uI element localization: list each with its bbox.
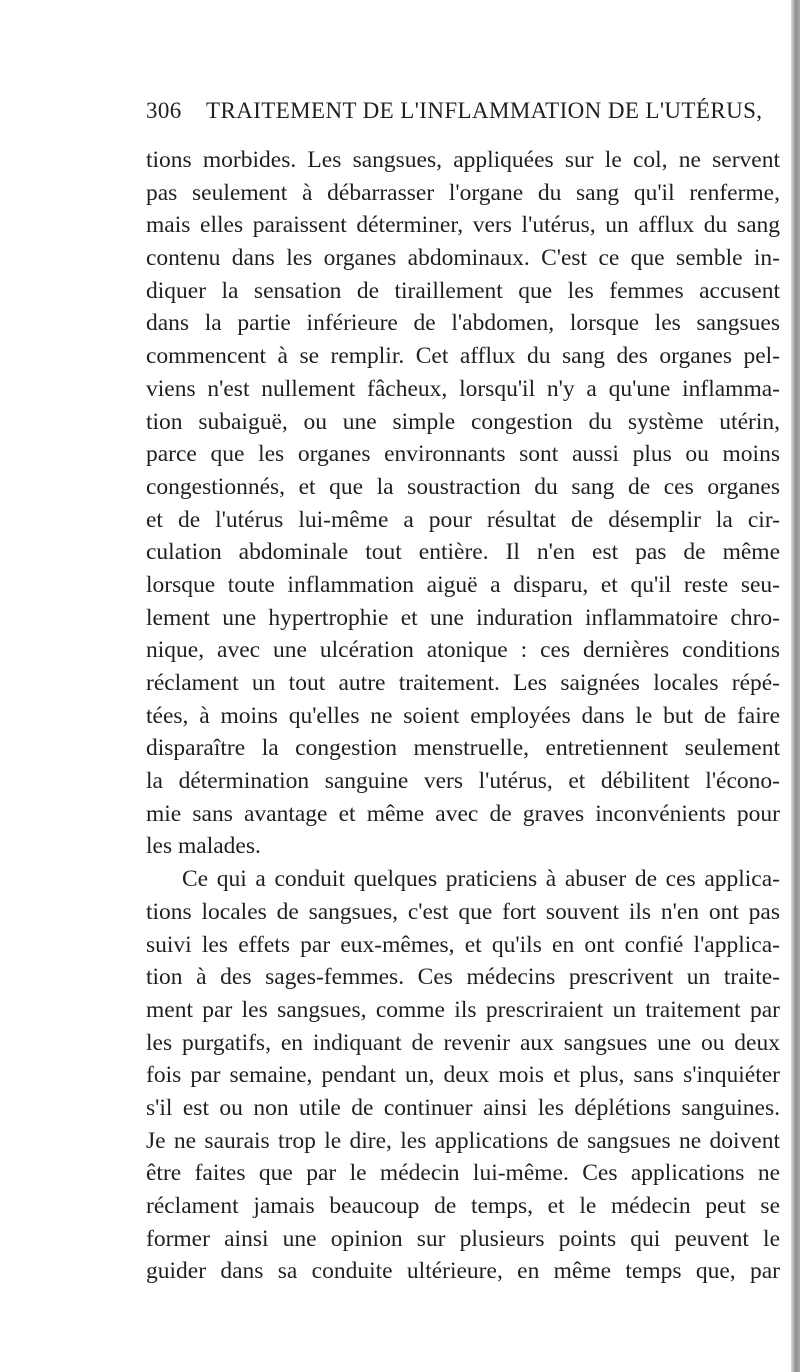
text-line: nique, avec une ulcération atonique : ces dernières conditions	[146, 637, 780, 664]
paragraph	[146, 863, 780, 1288]
text-line: tions morbides. Les sangsues, appliquées sur le col, ne servent	[146, 147, 780, 173]
page-header	[146, 98, 786, 124]
text-line: fois par semaine, pendant un, deux mois et plus, sans s'inquiéter	[146, 1062, 780, 1089]
text-line: Ce qui a conduit quelques praticiens à abuser de ces applica-	[182, 866, 780, 893]
text-line: ment par les sangsues, comme ils prescriraient un traitement par	[146, 996, 780, 1023]
text-line: dans la partie inférieure de l'abdomen, lorsque les sangsues	[146, 310, 780, 337]
text-line: les purgatifs, en indiquant de revenir aux sangsues une ou deux	[146, 1029, 780, 1056]
text-line: contenu dans les organes abdominaux. C'est ce que semble in-	[146, 245, 780, 272]
text-line: former ainsi une opinion sur plusieurs points qui peuvent le	[146, 1225, 780, 1252]
text-line: guider dans sa conduite ultérieure, en même temps que, par	[146, 1258, 780, 1285]
text-line: et de l'utérus lui-même a pour résultat de désemplir la cir-	[146, 506, 780, 533]
text-line: congestionnés, et que la soustraction du sang de ces organes	[146, 473, 780, 500]
text-line: être faites que par le médecin lui-même. Ces applications ne	[146, 1160, 780, 1187]
text-line: lement une hypertrophie et une induration inflammatoire chro-	[146, 604, 780, 631]
text-line: parce que les organes environnants sont aussi plus ou moins	[146, 441, 780, 468]
page-edge	[791, 0, 800, 1372]
text-line: viens n'est nullement fâcheux, lorsqu'il n'y a qu'une inflamma-	[146, 375, 780, 402]
text-line: suivi les effets par eux-mêmes, et qu'ils en ont confié l'applica-	[146, 931, 780, 958]
text-line: Je ne saurais trop le dire, les applications de sangsues ne doivent	[146, 1127, 780, 1154]
text-line: pas seulement à débarrasser l'organe du sang qu'il renferme,	[146, 179, 780, 206]
text-line: réclament un tout autre traitement. Les saignées locales répé-	[146, 670, 780, 696]
body-text	[146, 144, 780, 1288]
text-line: réclament jamais beaucoup de temps, et le médecin peut se	[146, 1193, 780, 1219]
text-line: s'il est ou non utile de continuer ainsi les déplétions sanguines.	[146, 1094, 780, 1121]
text-line: mais elles paraissent déterminer, vers l'utérus, un afflux du sang	[146, 212, 780, 239]
text-line: tion subaiguë, ou une simple congestion du système utérin,	[146, 408, 780, 435]
text-line: la détermination sanguine vers l'utérus, et débilitent l'écono-	[146, 768, 780, 795]
text-line: les malades.	[146, 833, 261, 860]
text-line: culation abdominale tout entière. Il n'en est pas de même	[146, 539, 780, 566]
text-line: diquer la sensation de tiraillement que les femmes accusent	[146, 277, 780, 304]
text-line: tions locales de sangsues, c'est que fort souvent ils n'en ont pas	[146, 898, 780, 925]
page-number: 306	[146, 98, 182, 123]
text-line: tées, à moins qu'elles ne soient employées dans le but de faire	[146, 702, 780, 729]
running-title: TRAITEMENT DE L'INFLAMMATION DE L'UTÉRUS,	[206, 98, 763, 123]
text-line: lorsque toute inflammation aiguë a disparu, et qu'il reste seu-	[146, 571, 780, 598]
paragraph	[146, 144, 780, 863]
text-line: commencent à se remplir. Cet afflux du sang des organes pel-	[146, 343, 780, 370]
text-line: tion à des sages-femmes. Ces médecins prescrivent un traite-	[146, 964, 780, 991]
text-line: mie sans avantage et même avec de graves inconvénients pour	[146, 800, 780, 827]
text-line: disparaître la congestion menstruelle, entretiennent seulement	[146, 735, 780, 762]
